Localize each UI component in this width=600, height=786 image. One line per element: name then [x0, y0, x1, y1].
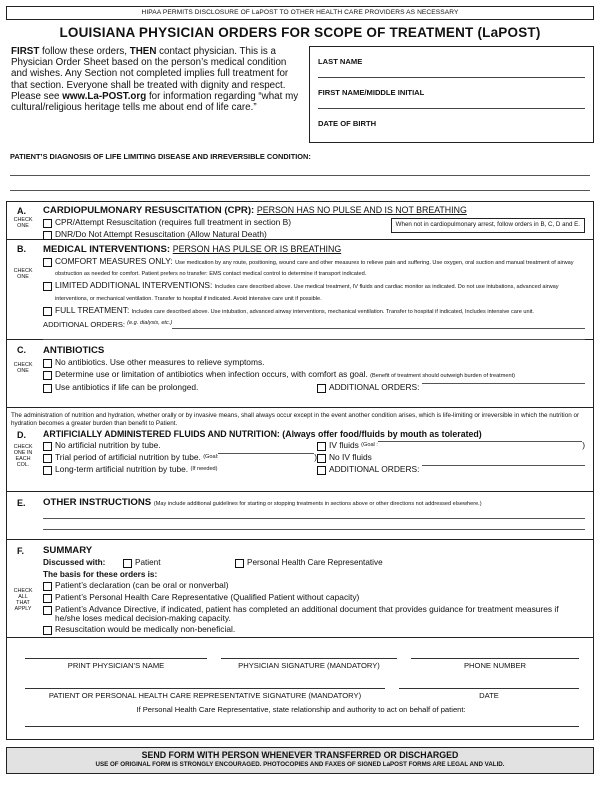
- section-a-check-one: CHECK ONE: [13, 217, 33, 229]
- basis-declaration-option[interactable]: [43, 581, 585, 591]
- comfort-label: COMFORT MEASURES ONLY:: [55, 256, 173, 266]
- limited-detail: Includes care described above. Use medical treatment, IV fluids and cardiac monitor as indicated. Do not use intubations, advanced airway interventions, or mechanical ventilation. Transfer to hospital if indicated. Avoid intensive care unit if possible.: [55, 284, 559, 302]
- section-b-heading: [43, 244, 585, 255]
- section-d-additional-checkbox[interactable]: [317, 466, 326, 475]
- section-d-additional-label: ADDITIONAL ORDERS:: [329, 464, 420, 475]
- footer-line-1: SEND FORM WITH PERSON WHENEVER TRANSFERRED OR DISCHARGED: [141, 750, 459, 760]
- section-f-letter: F.: [17, 546, 25, 556]
- dob-field[interactable]: [318, 109, 585, 140]
- order-sections: [6, 201, 594, 740]
- section-e-letter: E.: [17, 498, 26, 508]
- patient-signature-line[interactable]: [25, 688, 385, 689]
- iv-fluids-checkbox[interactable]: [317, 442, 326, 451]
- section-a-letter: A.: [17, 206, 26, 216]
- iv-fluids-option[interactable]: IV fluids (Goal : ): [317, 441, 585, 451]
- longterm-nutrition-label: Long-term artificial nutrition by tube.: [55, 464, 189, 475]
- diagnosis-line-1[interactable]: [10, 161, 590, 176]
- footer-line-2: USE OF ORIGINAL FORM IS STRONGLY ENCOURAGED. PHOTOCOPIES AND FAXES OF SIGNED LaPOST FORMS ARE LEGAL AND VALID.: [95, 761, 505, 768]
- first-name-label: FIRST NAME/MIDDLE INITIAL: [318, 88, 425, 97]
- limit-antibiotics-option[interactable]: [43, 370, 585, 381]
- basis-declaration-label: Patient’s declaration (can be oral or nonverbal): [55, 580, 229, 590]
- limited-label: LIMITED ADDITIONAL INTERVENTIONS:: [55, 280, 213, 291]
- basis-declaration-checkbox[interactable]: [43, 582, 52, 591]
- section-d: [7, 408, 593, 492]
- section-d-additional[interactable]: [317, 465, 585, 475]
- trial-nutrition-option[interactable]: Trial period of artificial nutrition by tube. (Goal: ): [43, 453, 317, 463]
- section-b-letter: B.: [17, 244, 26, 254]
- comfort-checkbox[interactable]: [43, 258, 52, 267]
- full-checkbox[interactable]: [43, 307, 52, 316]
- section-f-check-all: CHECK ALL THAT APPLY: [13, 588, 33, 612]
- limited-checkbox[interactable]: [43, 282, 52, 291]
- limit-antibiotics-label: Determine use or limitation of antibiotics when infection occurs, with comfort as goal.: [55, 369, 368, 379]
- basis-directive-label: Patient’s Advance Directive, if indicated, patient has completed an additional document that provides guidance for treatment measures if he/she loses medical decision-making capacity.: [55, 604, 559, 624]
- discussed-rep-checkbox[interactable]: [235, 559, 244, 568]
- physician-signature-line[interactable]: [221, 658, 397, 659]
- full-detail: Includes care described above. Use intubation, advanced airway interventions, mechanical ventilation. Transfer to hospital if indicated, Includes intensive care unit.: [131, 308, 534, 315]
- first-name-field[interactable]: [318, 78, 585, 109]
- section-d-letter: D.: [17, 430, 26, 440]
- iv-fluids-label: IV fluids: [329, 440, 359, 451]
- last-name-field[interactable]: [318, 47, 585, 78]
- relationship-line[interactable]: [25, 726, 579, 727]
- section-b-additional-hint: (e.g. dialysis, etc.): [127, 320, 173, 327]
- form-footer: [6, 747, 594, 774]
- trial-goal-line[interactable]: [218, 453, 314, 454]
- section-b-check-one: CHECK ONE: [13, 268, 33, 280]
- physician-signature-label: PHYSICIAN SIGNATURE (MANDATORY): [238, 661, 380, 670]
- full-label: FULL TREATMENT:: [55, 304, 130, 315]
- section-e-line-1[interactable]: [43, 508, 585, 519]
- section-c-heading: ANTIBIOTICS: [43, 345, 105, 356]
- section-e-heading: [43, 497, 585, 508]
- no-antibiotics-label: No antibiotics. Use other measures to relieve symptoms.: [55, 357, 265, 367]
- section-d-check-col: CHECK ONE IN EACH COL.: [13, 444, 33, 468]
- other-instructions-heading: OTHER INSTRUCTIONS: [43, 497, 152, 508]
- no-iv-checkbox[interactable]: [317, 454, 326, 463]
- trial-nutrition-label: Trial period of artificial nutrition by tube.: [55, 452, 201, 463]
- section-c-additional-label: ADDITIONAL ORDERS:: [329, 382, 420, 393]
- lapost-form: [6, 6, 594, 774]
- basis-representative-checkbox[interactable]: [43, 594, 52, 603]
- section-b-additional-line[interactable]: [172, 320, 585, 329]
- date-label: DATE: [479, 691, 499, 700]
- intro-part3: for information regarding “what my cultural/religious heritage tells me about end of life care.”: [11, 90, 299, 114]
- basis-representative-label: Patient’s Personal Health Care Representative (Qualified Patient without capacity): [55, 592, 360, 602]
- cpr-subheading: PERSON HAS NO PULSE AND IS NOT BREATHING: [256, 205, 467, 215]
- section-c-check-one: CHECK ONE: [13, 362, 33, 374]
- section-a-heading: [43, 205, 585, 216]
- relationship-label: If Personal Health Care Representative, state relationship and authority to act on behalf of patient:: [136, 705, 466, 714]
- longterm-nutrition-option[interactable]: [43, 465, 317, 475]
- iv-fluids-goal: (Goal :: [361, 442, 378, 449]
- no-antibiotics-option[interactable]: [43, 358, 585, 368]
- cpr-attempt-checkbox[interactable]: [43, 219, 52, 228]
- patient-id-box: [309, 46, 594, 143]
- comfort-option[interactable]: [43, 257, 585, 279]
- discussed-patient-checkbox[interactable]: [123, 559, 132, 568]
- date-line[interactable]: [399, 688, 579, 689]
- section-b-line-2[interactable]: [43, 329, 585, 340]
- section-c-letter: C.: [17, 345, 26, 355]
- dnr-checkbox[interactable]: [43, 231, 52, 240]
- no-nutrition-checkbox[interactable]: [43, 442, 52, 451]
- no-nutrition-label: No artificial nutrition by tube.: [55, 440, 161, 451]
- form-title: LOUISIANA PHYSICIAN ORDERS FOR SCOPE OF TREATMENT (LaPOST): [59, 25, 541, 40]
- last-name-label: LAST NAME: [318, 57, 363, 66]
- section-a-note: [391, 218, 585, 233]
- basis-representative-option[interactable]: [43, 593, 585, 603]
- comfort-detail: Use medication by any route, positioning, wound care and other measures to relieve pain and suffering. Use oxygen, oral suction and manual treatment of airway obstruction as needed for comfort. Patient prefers no transfer: EMS contact medical control to determine if transport indicated.: [55, 260, 574, 278]
- basis-directive-checkbox[interactable]: [43, 606, 52, 615]
- intro-first: FIRST: [11, 46, 40, 57]
- basis-directive-option[interactable]: [43, 605, 585, 623]
- no-iv-option[interactable]: [317, 453, 585, 463]
- section-c: [7, 340, 593, 408]
- intro-block: [6, 46, 594, 143]
- longterm-nutrition-checkbox[interactable]: [43, 466, 52, 475]
- basis-nonbeneficial-option[interactable]: [43, 625, 585, 635]
- signature-section: [7, 638, 593, 739]
- intro-part1: follow these orders,: [39, 46, 130, 57]
- limit-antibiotics-checkbox[interactable]: [43, 371, 52, 380]
- print-name-line[interactable]: [25, 658, 207, 659]
- discussed-with-label: Discussed with:: [43, 558, 106, 567]
- section-d-preamble: The administration of nutrition and hydration, whether orally or by invasive means, shall always occur except in the event another condition arises, which is life-limiting or irreversible in which the nutrition or hydration becomes a greater burden than benefit to Patient.: [11, 412, 580, 427]
- cpr-attempt-label: CPR/Attempt Resuscitation (requires full treatment in section B): [55, 217, 291, 227]
- diagnosis-line-2[interactable]: [10, 176, 590, 191]
- dnr-option[interactable]: [43, 230, 291, 240]
- trial-nutrition-goal: (Goal:: [203, 454, 219, 461]
- section-a-note-text: When not in cardiopulmonary arrest, follow orders in B, C, D and E.: [395, 221, 580, 228]
- full-option[interactable]: [43, 306, 585, 317]
- dnr-label: DNR/Do Not Attempt Resuscitation (Allow Natural Death): [55, 229, 267, 239]
- intro-text: [6, 46, 309, 143]
- cpr-attempt-option[interactable]: [43, 218, 291, 228]
- section-c-additional-checkbox[interactable]: [317, 384, 326, 393]
- use-antibiotics-label: Use antibiotics if life can be prolonged.: [55, 382, 199, 393]
- trial-nutrition-checkbox[interactable]: [43, 454, 52, 463]
- limited-option[interactable]: [43, 281, 585, 303]
- phone-line[interactable]: [411, 658, 579, 659]
- section-b-additional-label: ADDITIONAL ORDERS:: [43, 320, 125, 330]
- section-a: [7, 202, 593, 240]
- section-f-heading: SUMMARY: [43, 545, 93, 556]
- discussed-rep-label: Personal Health Care Representative: [247, 558, 383, 567]
- medical-subheading: PERSON HAS PULSE OR IS BREATHING: [172, 244, 342, 254]
- section-e-line-2[interactable]: [43, 519, 585, 530]
- section-b-additional[interactable]: [43, 320, 585, 329]
- limit-antibiotics-note: (Benefit of treatment should outweigh burden of treatment): [370, 373, 516, 379]
- use-antibiotics-option[interactable]: [43, 383, 317, 393]
- use-antibiotics-checkbox[interactable]: [43, 384, 52, 393]
- discussed-patient-option[interactable]: [123, 558, 235, 568]
- basis-nonbeneficial-checkbox[interactable]: [43, 626, 52, 635]
- section-b: [7, 240, 593, 340]
- discussed-patient-label: Patient: [135, 558, 161, 567]
- basis-nonbeneficial-label: Resuscitation would be medically non-beneficial.: [55, 624, 236, 635]
- intro-part2: contact physician. This is a Physician Order Sheet based on the person’s medical condition and wishes. Any Section not completed implies full treatment for that section. Everyone shall be treated with dignity and respect. Please see: [11, 46, 289, 102]
- section-e: [7, 492, 593, 540]
- medical-heading: MEDICAL INTERVENTIONS:: [43, 244, 171, 255]
- no-iv-label: No IV fluids: [329, 452, 372, 463]
- diagnosis-label: PATIENT’S DIAGNOSIS OF LIFE LIMITING DISEASE AND IRREVERSIBLE CONDITION:: [10, 152, 311, 161]
- section-d-additional-line[interactable]: [422, 465, 585, 466]
- iv-goal-line[interactable]: [378, 441, 582, 442]
- intro-url[interactable]: www.La-POST.org: [62, 90, 147, 102]
- intro-then: THEN: [129, 46, 157, 57]
- hipaa-banner: HIPAA PERMITS DISCLOSURE OF LaPOST TO OTHER HEALTH CARE PROVIDERS AS NECESSARY: [6, 6, 594, 20]
- basis-label: The basis for these orders is:: [43, 570, 158, 579]
- other-instructions-note: (May include additional guidelines for starting or stopping treatments in sections above or other directions not addressed elsewhere.): [153, 501, 482, 507]
- dob-label: DATE OF BIRTH: [318, 119, 377, 128]
- discussed-rep-option[interactable]: [235, 558, 383, 568]
- section-d-heading: ARTIFICIALLY ADMINISTERED FLUIDS AND NUTRITION: (Always offer food/fluids by mouth as tolerated): [43, 429, 482, 440]
- patient-signature-label: PATIENT OR PERSONAL HEALTH CARE REPRESENTATIVE SIGNATURE (MANDATORY): [48, 691, 362, 700]
- section-c-additional-line[interactable]: [422, 383, 585, 384]
- no-antibiotics-checkbox[interactable]: [43, 359, 52, 368]
- section-c-additional[interactable]: [317, 383, 585, 393]
- print-name-label: PRINT PHYSICIAN’S NAME: [67, 661, 165, 670]
- no-nutrition-option[interactable]: [43, 441, 317, 451]
- section-f: [7, 540, 593, 638]
- phone-label: PHONE NUMBER: [463, 661, 527, 670]
- longterm-nutrition-note: (If needed): [190, 466, 218, 473]
- cpr-heading: CARDIOPULMONARY RESUSCITATION (CPR):: [43, 205, 255, 216]
